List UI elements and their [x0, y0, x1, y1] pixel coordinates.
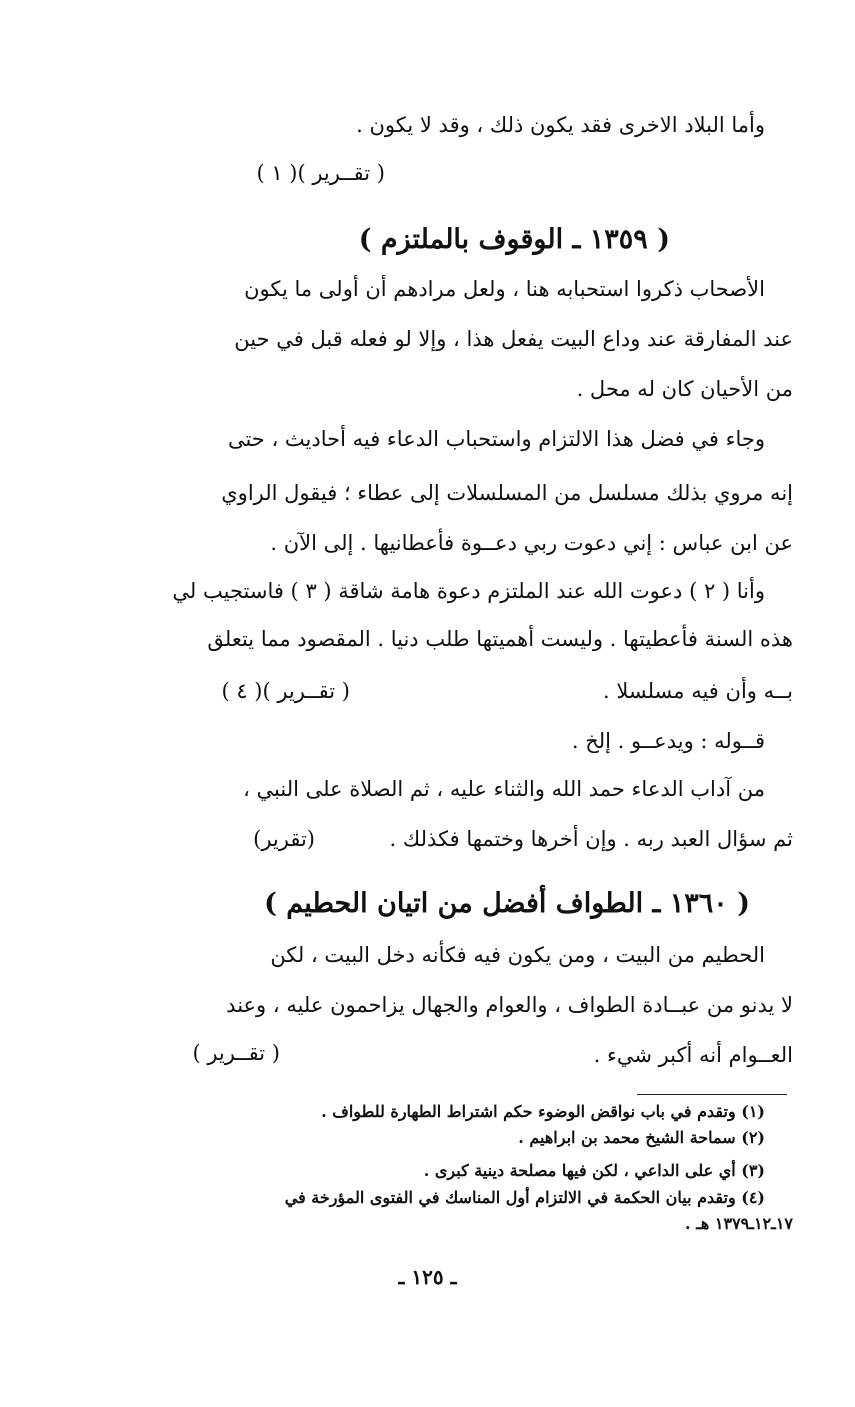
- section1-line-11: من آداب الدعاء حمد الله والثناء عليه ، ثم الصلاة على النبي ،: [243, 777, 765, 801]
- footnote-separator: [637, 1094, 787, 1095]
- footnote-4: (٤) وتقدم بيان الحكمة في الالتزام أول المناسك في الفتوى المؤرخة في: [284, 1188, 765, 1207]
- section1-line-4: وجاء في فضل هذا الالتزام واستحباب الدعاء فيه أحاديث ، حتى: [227, 427, 765, 451]
- footnote-3: (٣) أي على الداعي ، لكن فيها مصلحة دينية كبرى .: [423, 1161, 765, 1180]
- section1-line-3: من الأحيان كان له محل .: [576, 377, 793, 401]
- section1-line-5: إنه مروي بذلك مسلسل من المسلسلات إلى عطاء ؛ فيقول الراوي: [221, 481, 793, 505]
- section1-line-12: ثم سؤال العبد ربه . وإن أخرها وختمها فكذلك .: [389, 827, 793, 851]
- footnote-1: (١) وتقدم في باب نواقض الوضوء حكم اشتراط الطهارة للطواف .: [321, 1102, 765, 1121]
- section2-line-2: لا يدنو من عبــادة الطواف ، والعوام والجهال يزاحمون عليه ، وعند: [226, 993, 793, 1017]
- section1-line-6: عن ابن عباس : إني دعوت ربي دعــوة فأعطانيها . إلى الآن .: [270, 531, 793, 555]
- footnote-2: (٢) سماحة الشيخ محمد بن ابراهيم .: [518, 1128, 765, 1147]
- report-tag-4: ( تقــرير )( ٤ ): [221, 679, 350, 703]
- report-tag-5: (تقرير): [253, 827, 315, 851]
- section1-line-9: بــه وأن فيه مسلسلا .: [602, 679, 793, 703]
- page-number: ـ ١٢٥ ـ: [398, 1265, 457, 1289]
- footnote-4-continued: ١٧ـ١٢ـ١٣٧٩ هـ .: [685, 1214, 793, 1233]
- report-tag-6: ( تقــرير ): [192, 1041, 280, 1065]
- section2-line-1: الحطيم من البيت ، ومن يكون فيه فكأنه دخل البيت ، لكن: [270, 943, 765, 967]
- section1-line-8: هذه السنة فأعطيتها . وليست أهميتها طلب دنيا . المقصود مما يتعلق: [207, 627, 793, 651]
- section1-line-10: قــوله : ويدعــو . إلخ .: [571, 729, 765, 753]
- section1-line-7: وأنا ( ٢ ) دعوت الله عند الملتزم دعوة هامة شاقة ( ٣ ) فاستجيب لي: [172, 579, 765, 603]
- section-heading-1360: ( ١٣٦٠ ـ الطواف أفضل من اتيان الحطيم ): [264, 888, 750, 919]
- section1-line-2: عند المفارقة عند وداع البيت يفعل هذا ، وإلا لو فعله قبل في حين: [234, 327, 793, 351]
- section1-line-1: الأصحاب ذكروا استحبابه هنا ، ولعل مرادهم أن أولى ما يكون: [244, 277, 765, 301]
- report-tag-1: ( تقــرير )( ١ ): [256, 161, 385, 185]
- text-line-top-1: وأما البلاد الاخرى فقد يكون ذلك ، وقد لا يكون .: [356, 113, 765, 137]
- section2-line-3: العــوام أنه أكبر شيء .: [593, 1043, 793, 1067]
- section-heading-1359: ( ١٣٥٩ ـ الوقوف بالملتزم ): [358, 224, 670, 255]
